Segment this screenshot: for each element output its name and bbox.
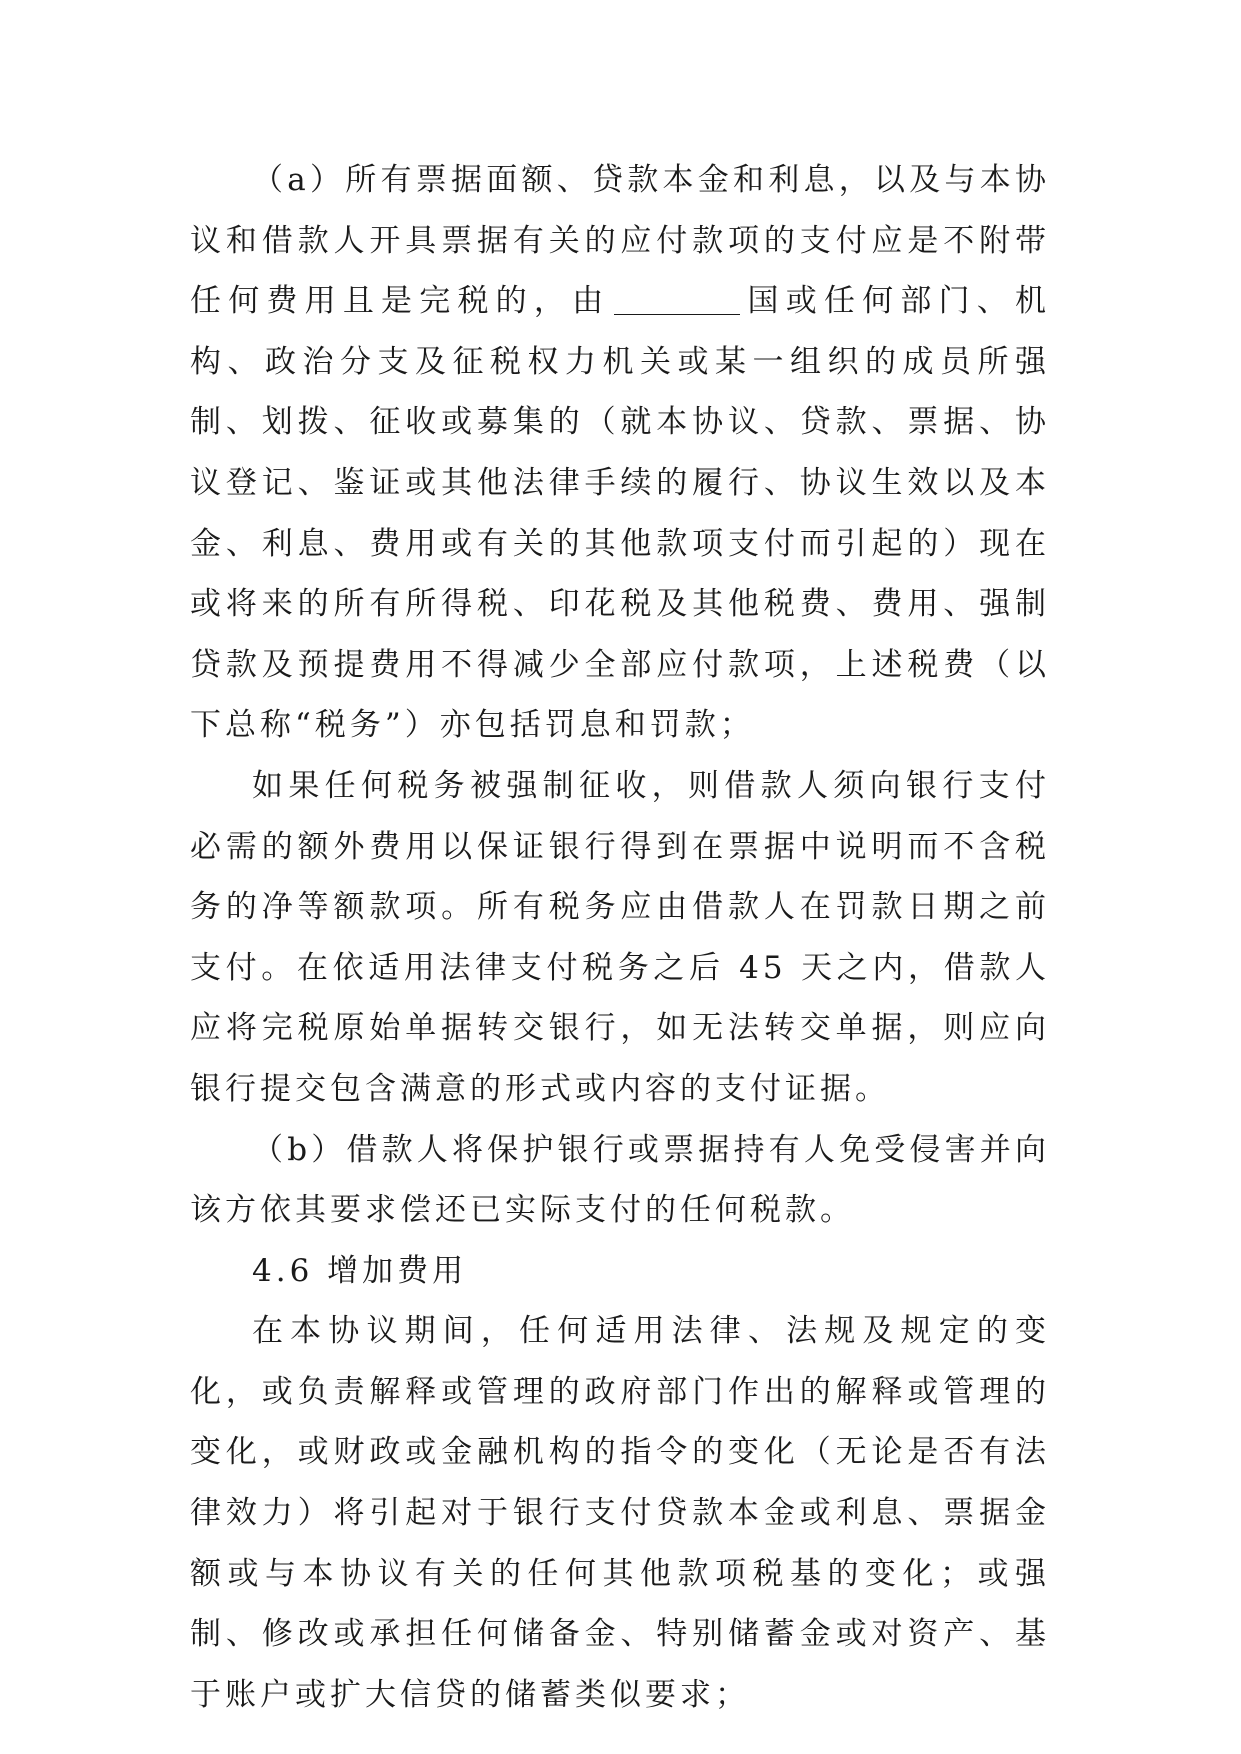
paragraph-tax-free-payments (190, 150, 1050, 756)
section-heading-increased-costs: 4.6 增加费用 (252, 1252, 468, 1289)
paragraph-tax-gross-up: 如果任何税务被强制征收，则借款人须向银行支付必需的额外费用以保证银行得到在票据中说明而不含税务的净等额款项。所有税务应由借款人在罚款日期之前支付。在依适用法律支付税务之后 45 天之内，借款人应将完税原始单据转交银行，如无法转交单据，则应向银行提交包含满意的形式或内容的支付证据。 (190, 767, 1050, 1107)
paragraph-text-after-blank: 国或任何部门、机构、政治分支及征税权力机关或某一组织的成员所强制、划拨、征收或募集的（就本协议、贷款、票据、协议登记、鉴证或其他法律手续的履行、协议生效以及本金、利息、费用或有关的其他款项支付而引起的）现在或将来的所有所得税、印花税及其他税费、费用、强制贷款及预提费用不得减少全部应付款项，上述税费（以下总称“税务”）亦包括罚息和罚款； (190, 283, 1051, 744)
paragraph-tax-indemnity: （b）借款人将保护银行或票据持有人免受侵害并向该方依其要求偿还已实际支付的任何税款。 (190, 1131, 1050, 1229)
blank-country-field (614, 283, 740, 315)
document-body (190, 150, 1050, 1725)
paragraph-increased-costs: 在本协议期间，任何适用法律、法规及规定的变化，或负责解释或管理的政府部门作出的解释或管理的变化，或财政或金融机构的指令的变化（无论是否有法律效力）将引起对于银行支付贷款本金或利息、票据金额或与本协议有关的任何其他款项税基的变化；或强制、修改或承担任何储备金、特别储蓄金或对资产、基于账户或扩大信贷的储蓄类似要求； (190, 1313, 1050, 1713)
paragraph-text-before-blank: （a）所有票据面额、贷款本金和利息，以及与本协议和借款人开具票据有关的应付款项的支付应是不附带任何费用且是完税的，由 (190, 162, 1050, 320)
